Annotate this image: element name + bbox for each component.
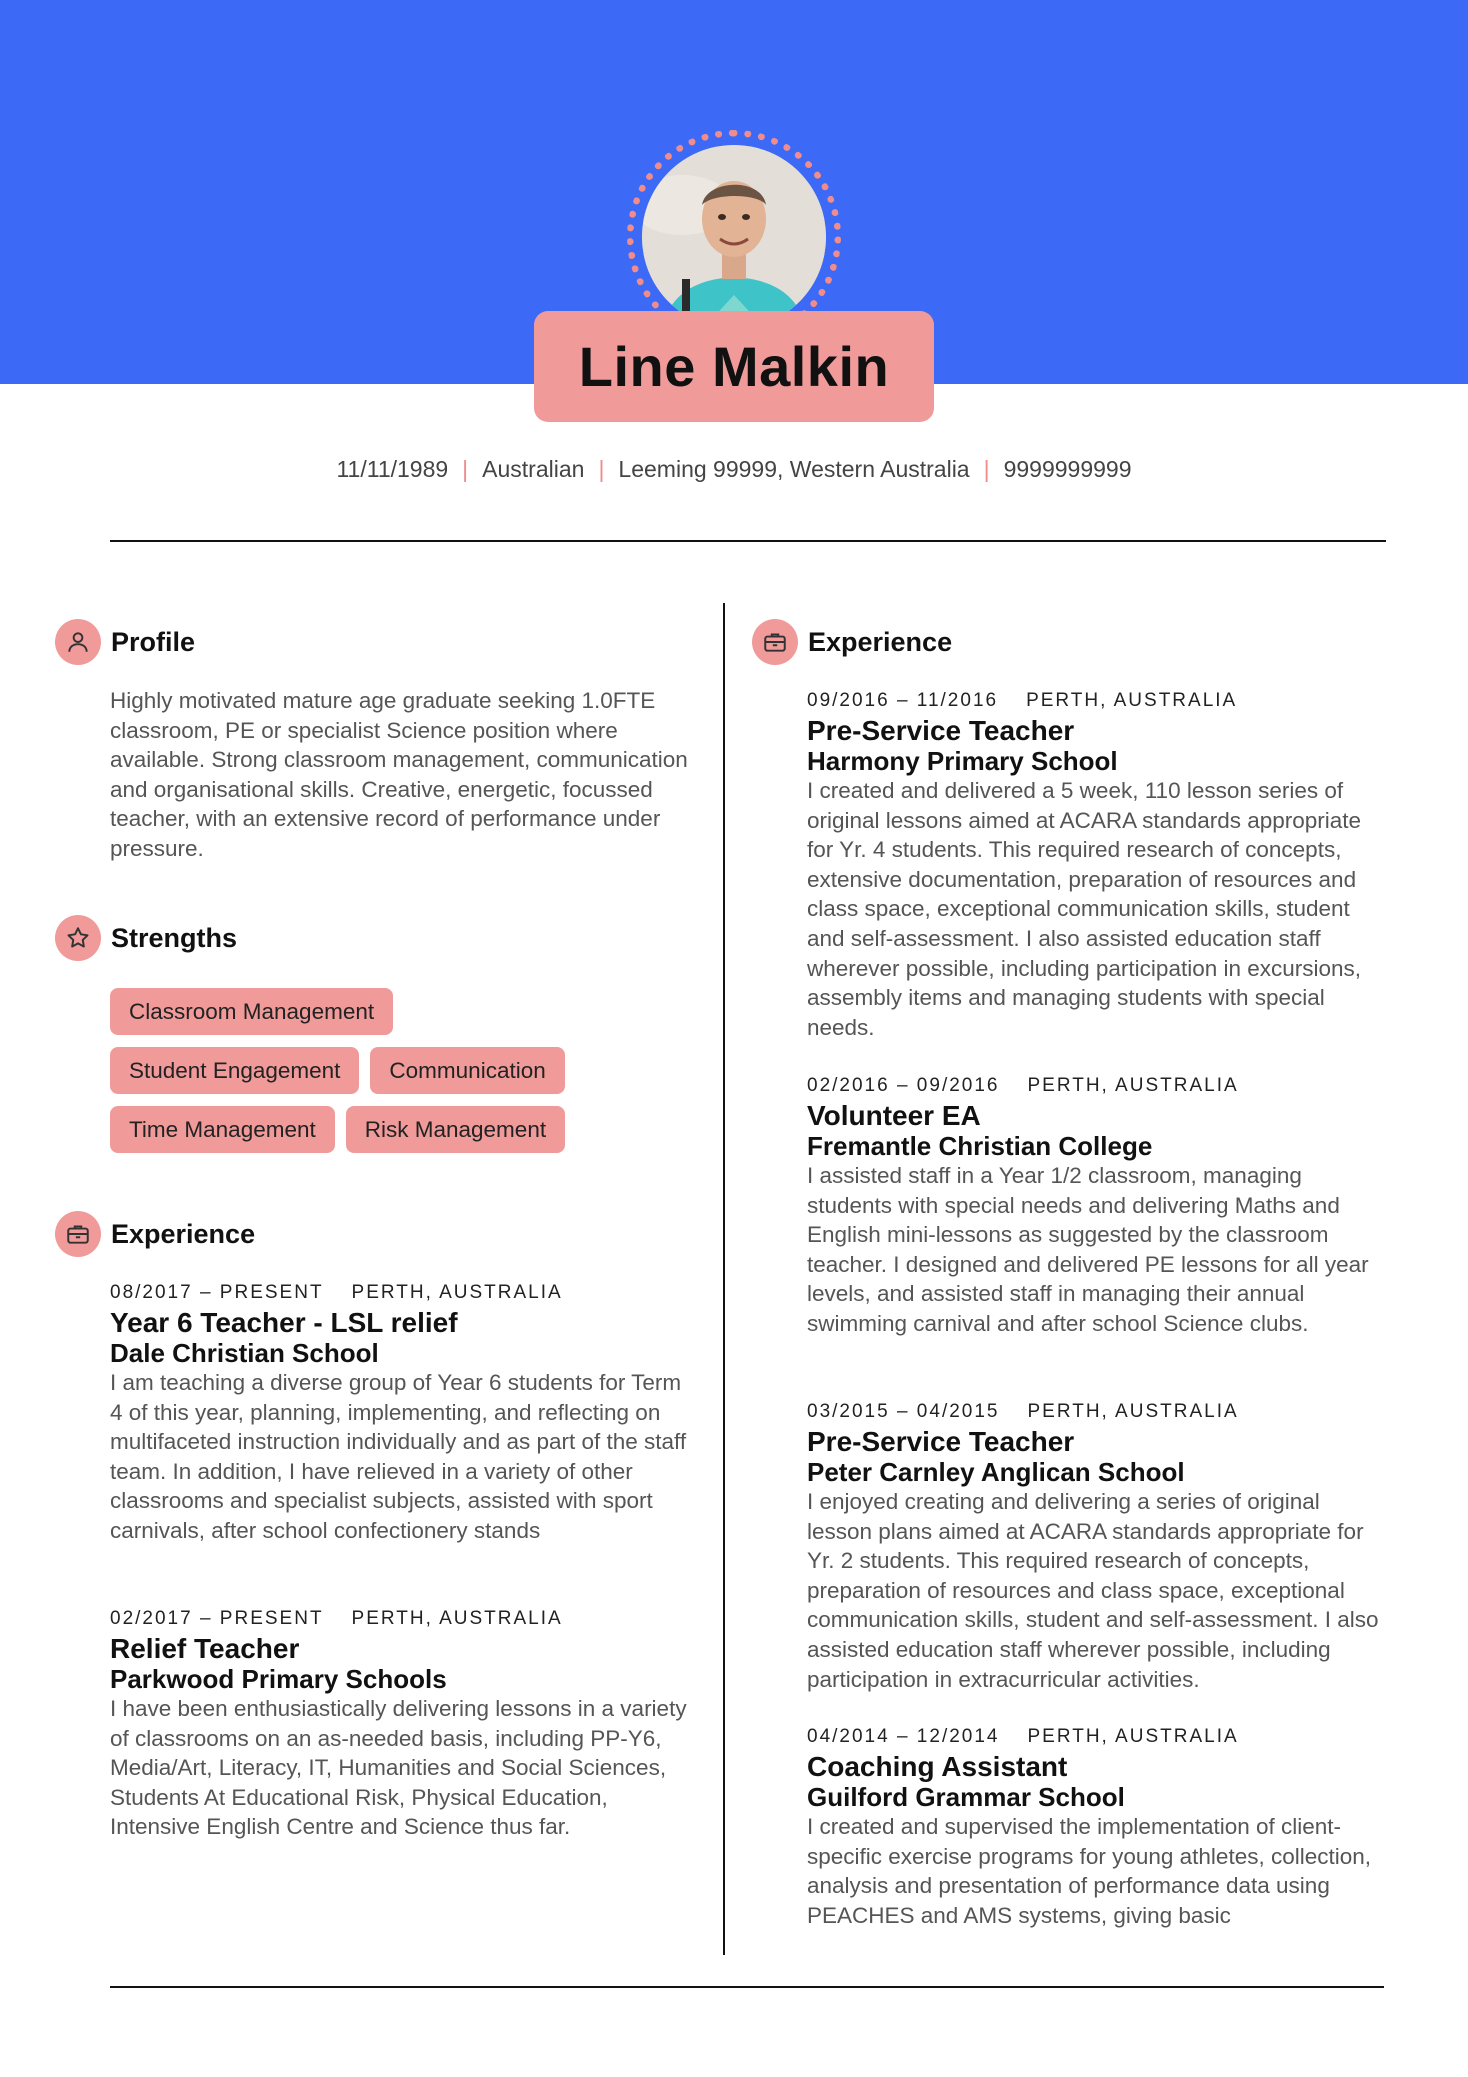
strength-chip: Communication [370, 1047, 564, 1094]
job-title: Pre-Service Teacher [807, 1426, 1075, 1457]
strength-chip: Classroom Management [110, 988, 393, 1035]
experience-entry [807, 686, 1387, 1042]
job-meta [110, 1604, 690, 1633]
job-dates: 02/2017 – PRESENT [110, 1608, 324, 1629]
experience-entry [807, 1722, 1387, 1930]
strength-chip: Risk Management [346, 1106, 565, 1153]
briefcase-icon [752, 619, 798, 665]
phone: 9999999999 [1003, 456, 1132, 482]
job-location: PERTH, AUSTRALIA [1026, 690, 1238, 711]
job-dates: 04/2014 – 12/2014 [807, 1726, 1000, 1747]
profile-text: Highly motivated mature age graduate seeking 1.0FTE classroom, PE or specialist Science position where available. Strong classroom management, communication and organisational skills. Creative, energetic, focussed teacher, with an extensive record of performance under pressure. [110, 688, 688, 861]
avatar-photo [642, 145, 826, 329]
job-description: I created and delivered a 5 week, 110 lesson series of original lessons aimed at ACARA standards appropriate for Yr. 4 students. This required research of concepts, extensive documentation, preparation of resources and class space, exceptional communication skills, student and self-assessment. I also assisted education staff wherever possible, including participation in excursions, assembly items and managing students with special needs. [807, 778, 1362, 1040]
job-description: I enjoyed creating and delivering a series of original lesson plans aimed at ACARA standards appropriate for Yr. 2 students. This required research of concepts, preparation of resources and class space, exceptional communication skills, student and self-assessment. I also assisted education staff wherever possible, including participation in extracurricular activities. [807, 1489, 1379, 1692]
job-dates: 08/2017 – PRESENT [110, 1282, 324, 1303]
job-description: I am teaching a diverse group of Year 6 students for Term 4 of this year, planning, implementing, and reflecting on multifaceted instruction individually and as part of the staff team. In addition, I have relieved in a variety of other classrooms and specialist subjects, assisted with sport carnivals, after school confectionery stands [110, 1370, 687, 1543]
job-location: PERTH, AUSTRALIA [351, 1608, 563, 1629]
top-divider [110, 540, 1386, 542]
section-title: Experience [111, 1218, 256, 1249]
job-meta [807, 1722, 1387, 1751]
strength-chip: Student Engagement [110, 1047, 359, 1094]
job-company: Peter Carnley Anglican School [807, 1457, 1185, 1487]
candidate-name: Line Malkin [578, 335, 890, 398]
job-meta [807, 1071, 1387, 1100]
job-location: PERTH, AUSTRALIA [1027, 1726, 1239, 1747]
job-dates: 09/2016 – 11/2016 [807, 690, 999, 711]
strength-chip: Time Management [110, 1106, 335, 1153]
job-location: PERTH, AUSTRALIA [1027, 1401, 1239, 1422]
job-title: Coaching Assistant [807, 1751, 1068, 1782]
job-description: I assisted staff in a Year 1/2 classroom, managing students with special needs and delivering Maths and English mini-lessons as suggested by the classroom teacher. I designed and delivered PE lessons for all year levels, and assisted staff in managing their annual swimming carnival and after school Science clubs. [807, 1163, 1369, 1336]
contact-line [0, 456, 1468, 483]
job-company: Guilford Grammar School [807, 1782, 1125, 1812]
experience-heading-right [752, 619, 952, 665]
job-meta [110, 1278, 690, 1307]
job-title: Year 6 Teacher - LSL relief [110, 1307, 458, 1338]
experience-entry [110, 1278, 690, 1546]
job-location: PERTH, AUSTRALIA [1027, 1075, 1239, 1096]
address: Leeming 99999, Western Australia [618, 456, 970, 482]
job-meta [807, 686, 1387, 715]
job-dates: 03/2015 – 04/2015 [807, 1401, 1000, 1422]
birthdate: 11/11/1989 [336, 456, 449, 482]
job-description: I have been enthusiastically delivering lessons in a variety of classrooms on an as-needed basis, including PP-Y6, Media/Art, Literacy, IT, Humanities and Social Sciences, Students At Educational Risk, Physical Education, Intensive English Centre and Science thus far. [110, 1696, 687, 1840]
experience-heading-left [55, 1211, 255, 1257]
job-description: I created and supervised the implementation of client-specific exercise programs for young athletes, collection, analysis and presentation of performance data using PEACHES and AMS systems, giving basic [807, 1814, 1372, 1928]
separator: | [983, 456, 990, 482]
bottom-divider [110, 1986, 1384, 1988]
avatar [642, 145, 826, 329]
briefcase-icon [55, 1211, 101, 1257]
experience-entry [110, 1604, 690, 1842]
section-title: Experience [808, 626, 953, 657]
nationality: Australian [482, 456, 585, 482]
column-divider [723, 603, 725, 1955]
section-title: Profile [111, 626, 196, 657]
strengths-list [110, 988, 610, 1165]
profile-heading [55, 619, 195, 665]
job-company: Harmony Primary School [807, 746, 1118, 776]
section-title: Strengths [111, 922, 238, 953]
job-meta [807, 1397, 1387, 1426]
job-location: PERTH, AUSTRALIA [351, 1282, 563, 1303]
separator: | [598, 456, 605, 482]
user-icon [55, 619, 101, 665]
strengths-heading [55, 915, 237, 961]
name-banner [534, 311, 934, 422]
job-company: Parkwood Primary Schools [110, 1664, 447, 1694]
separator: | [462, 456, 469, 482]
job-title: Volunteer EA [807, 1100, 981, 1131]
job-dates: 02/2016 – 09/2016 [807, 1075, 1000, 1096]
job-title: Pre-Service Teacher [807, 715, 1075, 746]
job-company: Dale Christian School [110, 1338, 379, 1368]
experience-entry [807, 1397, 1387, 1694]
job-title: Relief Teacher [110, 1633, 300, 1664]
experience-entry [807, 1071, 1387, 1339]
job-company: Fremantle Christian College [807, 1131, 1153, 1161]
star-icon [55, 915, 101, 961]
